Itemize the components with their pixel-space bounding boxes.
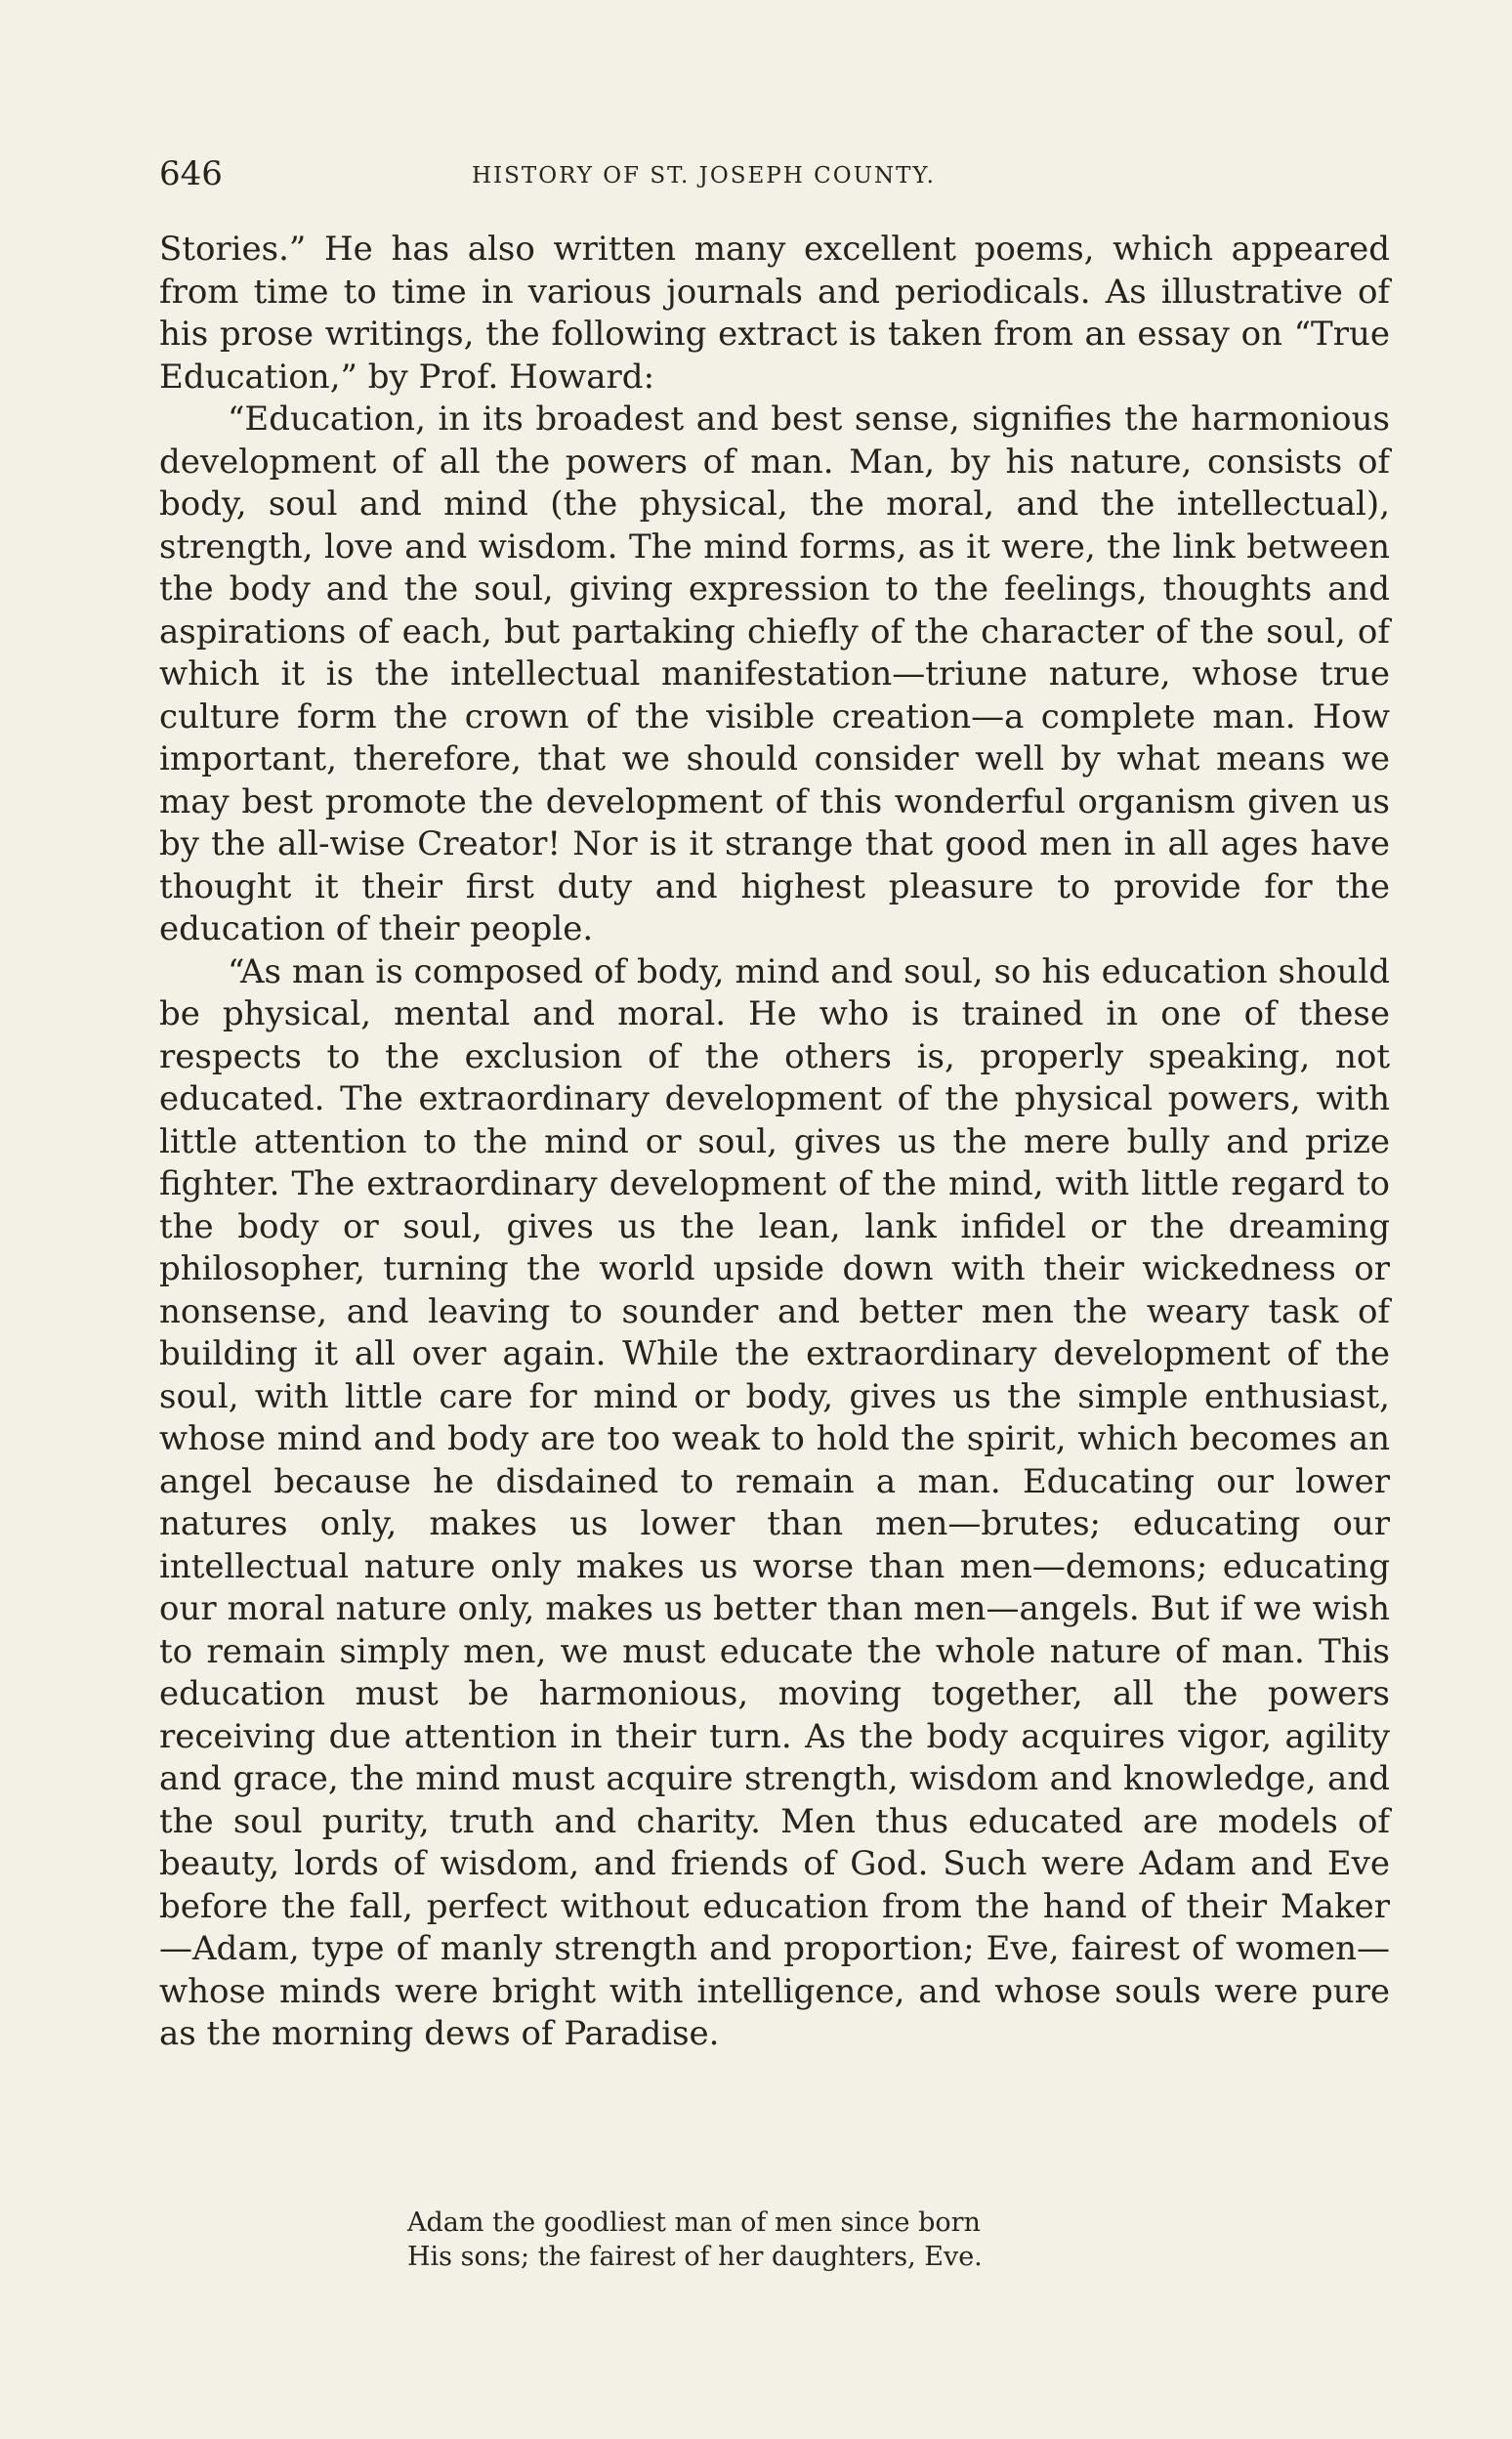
running-title: HISTORY OF ST. JOSEPH COUNTY. (472, 163, 936, 189)
verse-line-1: Adam the goodliest man of men since born (407, 2208, 981, 2238)
body-text (159, 229, 1390, 2056)
page-number: 646 (159, 154, 223, 193)
running-header (159, 154, 1390, 199)
verse-quotation (407, 2206, 1286, 2274)
paragraph-body-mind-soul: “As man is composed of body, mind and soul, so his education should be physical, mental and moral. He who is trained in one of these respects to the exclusion of the others is, properly speaking, not educated. The extraordinary development of the physical powers, with little attention to the mind or soul, gives us the mere bully and prize fighter. The extraordinary development of the mind, with little regard to the body or soul, gives us the lean, lank infidel or the dreaming philosopher, turning the world upside down with their wickedness or nonsense, and leaving to sounder and better men the weary task of building it all over again. While the extraordinary development of the soul, with little care for mind or body, gives us the simple enthusiast, whose mind and body are too weak to hold the spirit, which becomes an angel because he disdained to remain a man. Educating our lower natures only, makes us lower than men—brutes; educating our intellectual nature only makes us worse than men—demons; educating our moral nature only, makes us better than men—angels. But if we wish to remain simply men, we must educate the whole nature of man. This education must be harmonious, moving together, all the powers receiving due attention in their turn. As the body acquires vigor, agility and grace, the mind must acquire strength, wisdom and knowledge, and the soul purity, truth and charity. Men thus educated are models of beauty, lords of wisdom, and friends of God. Such were Adam and Eve before the fall, perfect without education from the hand of their Maker—Adam, type of manly strength and proportion; Eve, fairest of women—whose minds were bright with intelligence, and whose souls were pure as the morning dews of Paradise. (159, 951, 1390, 2053)
paragraph-intro: Stories.” He has also written many excellent poems, which appeared from time to time in various journals and periodicals. As illustrative of his prose writings, the following extract is taken from an essay on “True Education,” by Prof. Howard: (159, 230, 1390, 397)
verse-line-2: His sons; the fairest of her daughters, Eve. (407, 2242, 983, 2272)
paragraph-education-definition: “Education, in its broadest and best sense, signifies the harmonious development of all the powers of man. Man, by his nature, consists of body, soul and mind (the physical, the moral, and the intellectual), strength, love and wisdom. The mind forms, as it were, the link between the body and the soul, giving expression to the feelings, thoughts and aspirations of each, but partaking chiefly of the character of the soul, of which it is the intellectual manifestation—triune nature, whose true culture form the crown of the visible creation—a complete man. How important, therefore, that we should consider well by what means we may best promote the development of this wonderful organism given us by the all-wise Creator! Nor is it strange that good men in all ages have thought it their first duty and highest pleasure to provide for the education of their people. (159, 399, 1390, 948)
